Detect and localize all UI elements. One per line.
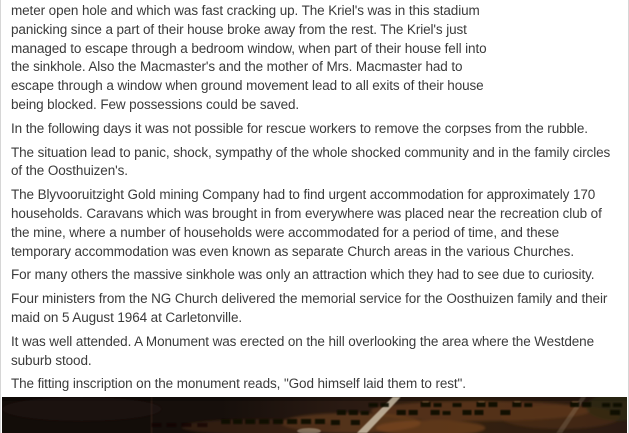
paragraph: The situation lead to panic, shock, sympathy of the whole shocked community and in the family circles of the Oosthuizen's.: [11, 144, 611, 179]
paragraph: Four ministers from the NG Church delivered the memorial service for the Oosthuizen family and their maid on 5 August 1964 at Carletonville.: [11, 291, 608, 325]
aerial-photo: [2, 397, 627, 433]
article-text: [1, 0, 628, 394]
aerial-photo-illustration: [2, 397, 627, 433]
paragraph: meter open hole and which was fast cracking up. The Kriel's was in this stadium panicking since a part of their house broke away from the rest. The Kriel's just managed to escape through a bedroom window, when part of their house fell into the sinkhole. Also the Macmaster's and the mother of Mrs. Macmaster had to escape through a window when ground movement lead to all exits of their house being blocked. Few possessions could be saved.: [11, 3, 487, 112]
paragraph: The fitting inscription on the monument reads, "God himself laid them to rest".: [11, 376, 466, 392]
paragraph: It was well attended. A Monument was erected on the hill overlooking the area where the Westdene suburb stood.: [11, 333, 595, 368]
paragraph: The Blyvooruitzight Gold mining Company had to find urgent accommodation for approximately 170 households. Caravans which was brought in from everywhere was placed near the recreation club of the mine, where a number of households were accommodated for a period of time, and these temporary accommodation was even known as separate Church areas in the various Churches.: [11, 187, 602, 259]
paragraph: In the following days it was not possible for rescue workers to remove the corpses from the rubble.: [11, 120, 588, 136]
paragraph: For many others the massive sinkhole was only an attraction which they had to see due to curiosity.: [11, 267, 595, 283]
